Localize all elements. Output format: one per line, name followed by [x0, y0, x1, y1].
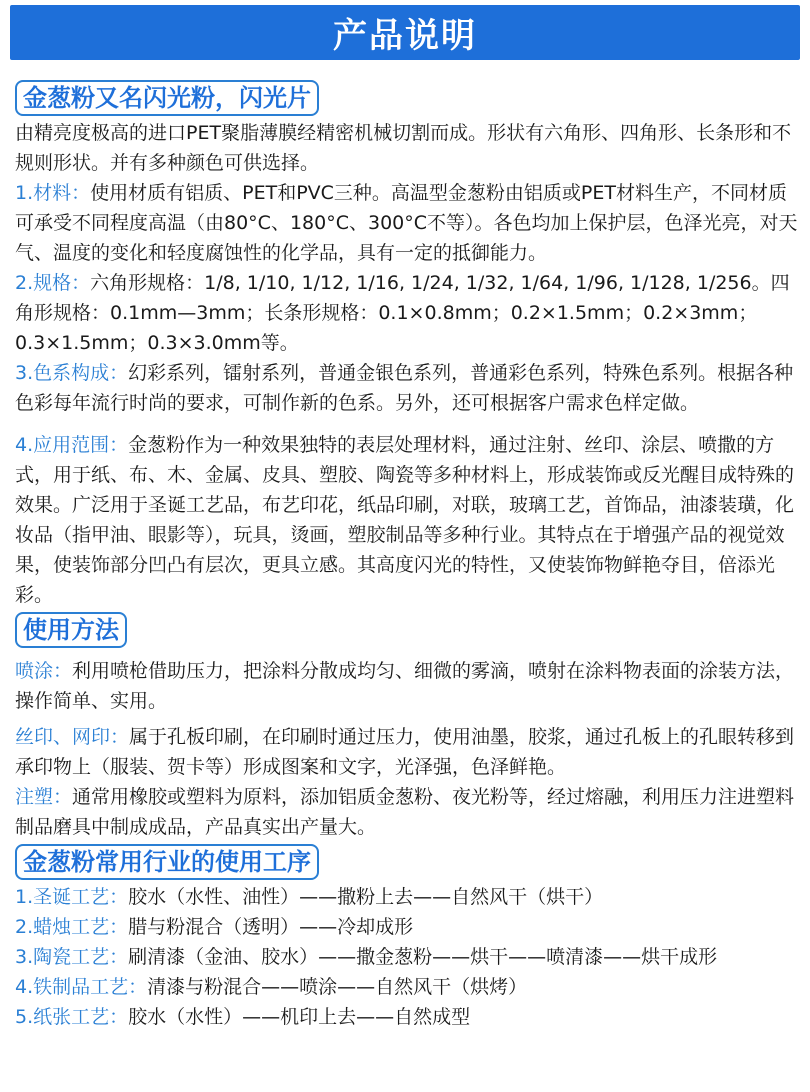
page-banner [10, 5, 800, 60]
item-text: 属于孔板印刷，在印刷时通过压力，使用油墨，胶浆，通过孔板上的孔眼转移到承印物上（服装、贺卡等）形成图案和文字，光泽强，色泽鲜艳。 [15, 726, 795, 778]
item-text: 刷清漆（金油、胶水）——撒金葱粉——烘干——喷清漆——烘干成形 [128, 946, 718, 968]
process-candle [15, 912, 800, 942]
item-label: 4.应用范围： [15, 434, 129, 456]
item-text: 胶水（水性、油性）——撒粉上去——自然风干（烘干） [128, 886, 604, 908]
usage-injection [15, 782, 800, 842]
item-label: 3.陶瓷工艺： [15, 946, 129, 968]
item-text: 通常用橡胶或塑料为原料，添加铝质金葱粉、夜光粉等，经过熔融，利用压力注进塑料制品磨具中制成成品，产品真实出产量大。 [15, 786, 795, 838]
page-title: 产品说明 [333, 16, 477, 56]
section-heading-glitter: 金葱粉又名闪光粉，闪光片 [15, 80, 319, 116]
content-area [0, 78, 810, 1032]
item-label: 1.材料： [15, 182, 91, 204]
item-text: 胶水（水性）——机印上去——自然成型 [128, 1006, 471, 1028]
item-text: 使用材质有铝质、PET和PVC三种。高温型金葱粉由铝质或PET材料生产，不同材质可承受不同程度高温（由80°C、180°C、300°C不等）。各色均加上保护层，色泽光亮，对天气、温度的变化和轻度腐蚀性的化学品，具有一定的抵御能力。 [15, 182, 798, 264]
item-text: 利用喷枪借助压力，把涂料分散成均匀、细微的雾滴，喷射在涂料物表面的涂装方法，操作简单、实用。 [15, 660, 795, 712]
item-label: 4.铁制品工艺： [15, 976, 148, 998]
process-ceramic [15, 942, 800, 972]
process-christmas [15, 882, 800, 912]
spacer [15, 418, 800, 430]
item-spec [15, 268, 800, 358]
process-iron [15, 972, 800, 1002]
item-text: 腊与粉混合（透明）——冷却成形 [128, 916, 414, 938]
item-application [15, 430, 800, 610]
item-color [15, 358, 800, 418]
item-label: 丝印、网印： [15, 726, 130, 748]
section-heading-usage: 使用方法 [15, 612, 127, 648]
item-label: 注塑： [15, 786, 73, 808]
process-paper [15, 1002, 800, 1032]
item-label: 3.色系构成： [15, 362, 129, 384]
item-label: 5.纸张工艺： [15, 1006, 129, 1028]
item-text: 六角形规格：1/8, 1/10, 1/12, 1/16, 1/24, 1/32, 1/64, 1/96, 1/128, 1/256。四角形规格：0.1mm—3mm；长条形规格：0.1×0.8mm；0.2×1.5mm；0.2×3mm；0.3×1.5mm；0.3×3.0mm等。 [15, 272, 790, 354]
item-text: 金葱粉作为一种效果独特的表层处理材料，通过注射、丝印、涂层、喷撒的方式，用于纸、布、木、金属、皮具、塑胶、陶瓷等多种材料上，形成装饰或反光醒目成特殊的效果。广泛用于圣诞工艺品，布艺印花，纸品印刷，对联，玻璃工艺，首饰品，油漆装璜，化妆品（指甲油、眼影等），玩具，烫画，塑胶制品等多种行业。其特点在于增强产品的视觉效果，使装饰部分凹凸有层次，更具立感。其高度闪光的特性，又使装饰物鲜艳夺目，倍添光彩。 [15, 434, 795, 606]
item-label: 喷涂： [15, 660, 73, 682]
item-label: 2.规格： [15, 272, 91, 294]
item-material [15, 178, 800, 268]
item-text: 幻彩系列，镭射系列，普通金银色系列，普通彩色系列，特殊色系列。根据各种色彩每年流行时尚的要求，可制作新的色系。另外，还可根据客户需求色样定做。 [15, 362, 794, 414]
usage-spray [15, 656, 800, 716]
item-label: 2.蜡烛工艺： [15, 916, 129, 938]
item-text: 清漆与粉混合——喷涂——自然风干（烘烤） [147, 976, 528, 998]
section-heading-process: 金葱粉常用行业的使用工序 [15, 844, 319, 880]
item-label: 1.圣诞工艺： [15, 886, 129, 908]
intro-paragraph: 由精亮度极高的进口PET聚脂薄膜经精密机械切割而成。形状有六角形、四角形、长条形和不规则形状。并有多种颜色可供选择。 [15, 122, 792, 174]
usage-silkscreen [15, 722, 800, 782]
